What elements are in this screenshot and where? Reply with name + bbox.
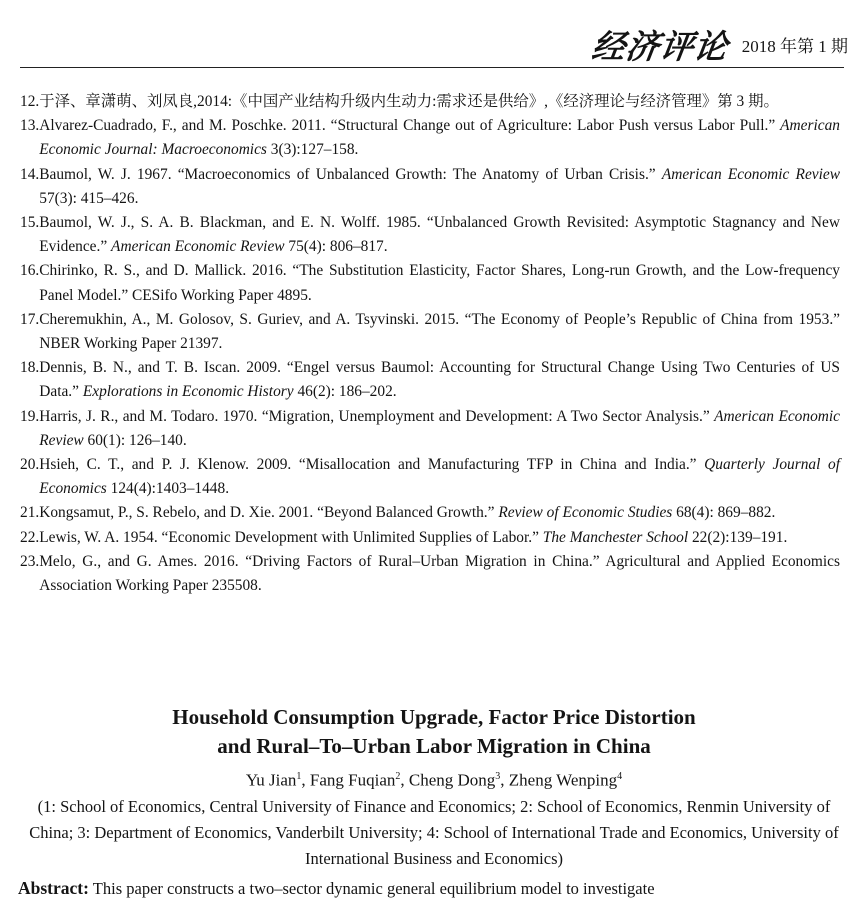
abstract — [18, 876, 840, 901]
reference-source-title: American Economic Review — [39, 407, 840, 449]
reference-text-segment: Lewis, W. A. 1954. “Economic Development with Unlimited Supplies of Labor.” — [39, 528, 543, 546]
reference-text-segment: Melo, G., and G. Ames. 2016. “Driving Factors of Rural–Urban Migration in China.” Agricultural and Applied Economics Association Working Paper 235508. — [39, 552, 840, 595]
reference-text-segment: 60(1): 126–140. — [83, 431, 187, 449]
reference-item — [20, 405, 840, 453]
reference-text-segment: 68(4): 869–882. — [672, 504, 776, 522]
reference-item — [20, 453, 840, 501]
reference-text — [39, 405, 840, 453]
reference-item — [20, 259, 840, 307]
issue-label: 2018 年第 1 期 — [741, 37, 848, 56]
affiliations: (1: School of Economics, Central University of Finance and Economics; 2: School of Economics, Renmin University of China; 3: Department of Economics, Vanderbilt University; 4: School of International Trade and Economics, University of International Business and Economics) — [29, 796, 839, 868]
reference-item — [20, 550, 840, 598]
reference-text — [39, 550, 840, 598]
reference-text-segment: 于泽、章潇萌、刘凤良,2014:《中国产业结构升级内生动力:需求还是供给》,《经济理论与经济管理》第 3 期。 — [39, 93, 779, 110]
reference-text-segment: Cheremukhin, A., M. Golosov, S. Guriev, and A. Tsyvinski. 2015. “The Economy of People’s Republic of China from 1953.” NBER Working Paper 21397. — [39, 310, 840, 353]
reference-number: 19. — [20, 407, 40, 425]
reference-text — [39, 90, 840, 114]
reference-text-segment: 3(3):127–158. — [266, 141, 359, 159]
reference-source-title: American Economic Review — [661, 165, 840, 183]
reference-text-segment: 57(3): 415–426. — [39, 189, 139, 207]
reference-text-segment: Hsieh, C. T., and P. J. Klenow. 2009. “Misallocation and Manufacturing TFP in China and India.” — [39, 456, 705, 474]
reference-text — [39, 259, 840, 307]
paper-title-line-1: Household Consumption Upgrade, Factor Price Distortion — [172, 705, 696, 729]
reference-text — [39, 211, 840, 259]
reference-text-segment: 124(4):1403–1448. — [106, 480, 230, 498]
header-rule — [20, 67, 844, 68]
reference-text — [39, 163, 840, 211]
author-name: Cheng Dong — [408, 770, 496, 790]
author-name: Fang Fuqian — [309, 770, 396, 790]
reference-text-segment: 22(2):139–191. — [688, 528, 788, 546]
reference-number: 14. — [20, 165, 40, 183]
reference-text — [39, 453, 840, 501]
paper-title-block — [0, 703, 868, 872]
journal-logo: 经济评论 — [589, 27, 731, 66]
reference-item — [20, 211, 840, 259]
reference-item — [20, 114, 840, 162]
reference-text-segment: Kongsamut, P., S. Rebelo, and D. Xie. 2001. “Beyond Balanced Growth.” — [39, 504, 499, 522]
author-separator: , — [500, 770, 509, 790]
reference-text — [39, 501, 840, 525]
abstract-text: This paper constructs a two–sector dynamic general equilibrium model to investigate — [88, 879, 655, 898]
reference-text — [39, 308, 840, 356]
reference-number: 13. — [20, 117, 40, 135]
reference-text-segment: 75(4): 806–817. — [284, 238, 388, 256]
page-header — [0, 14, 848, 66]
author-separator: , — [301, 770, 310, 790]
reference-number: 23. — [20, 552, 40, 570]
reference-text-segment: Dennis, B. N., and T. B. Iscan. 2009. “Engel versus Baumol: Accounting for Structural Change Using Two Centuries of US Data.” — [39, 359, 840, 401]
reference-text-segment: Alvarez-Cuadrado, F., and M. Poschke. 2011. “Structural Change out of Agriculture: Labor Push versus Labor Pull.” — [39, 117, 781, 135]
author-name: Zheng Wenping — [508, 770, 618, 790]
reference-number: 17. — [20, 310, 40, 328]
reference-item — [20, 163, 840, 211]
reference-number: 20. — [20, 456, 40, 474]
reference-item — [20, 308, 840, 356]
reference-number: 21. — [20, 504, 40, 522]
reference-text — [39, 114, 840, 162]
author-separator: , — [400, 770, 409, 790]
reference-number: 22. — [20, 528, 40, 546]
reference-list — [20, 90, 840, 598]
reference-source-title: Review of Economic Studies — [498, 504, 673, 522]
reference-source-title: The Manchester School — [542, 528, 689, 546]
reference-source-title: Explorations in Economic History — [82, 383, 294, 401]
reference-number: 16. — [20, 262, 40, 280]
paper-title-line-2: and Rural–To–Urban Labor Migration in China — [217, 734, 651, 758]
abstract-label: Abstract: — [18, 878, 89, 898]
reference-text-segment: Harris, J. R., and M. Todaro. 1970. “Migration, Unemployment and Development: A Two Sector Analysis.” — [39, 407, 715, 425]
reference-text — [39, 356, 840, 404]
reference-text — [39, 526, 840, 550]
author-list — [0, 764, 868, 793]
reference-source-title: American Economic Review — [111, 238, 285, 256]
reference-source-title: Quarterly Journal of Economics — [39, 456, 840, 498]
author-name: Yu Jian — [245, 770, 297, 790]
reference-text-segment: Baumol, W. J., S. A. B. Blackman, and E. N. Wolff. 1985. “Unbalanced Growth Revisited: Asymptotic Stagnancy and New Evidence.” — [39, 214, 840, 256]
reference-number: 18. — [20, 359, 40, 377]
author-affiliation-mark: 1 — [296, 771, 302, 782]
reference-source-title: American Economic Journal: Macroeconomics — [39, 117, 840, 159]
reference-text-segment: Chirinko, R. S., and D. Mallick. 2016. “The Substitution Elasticity, Factor Shares, Long-run Growth, and the Low-frequency Panel Model.” CESifo Working Paper 4895. — [39, 262, 840, 304]
reference-item — [20, 90, 840, 114]
reference-item — [20, 501, 840, 525]
reference-text-segment: 46(2): 186–202. — [293, 383, 397, 401]
reference-text-segment: Baumol, W. J. 1967. “Macroeconomics of Unbalanced Growth: The Anatomy of Urban Crisis.” — [39, 165, 662, 183]
reference-number: 15. — [20, 214, 40, 232]
author-affiliation-mark: 4 — [617, 771, 623, 782]
author-affiliation-mark: 2 — [395, 771, 401, 782]
author-affiliation-mark: 3 — [495, 771, 501, 782]
reference-item — [20, 526, 840, 550]
reference-number: 12. — [20, 93, 40, 110]
reference-item — [20, 356, 840, 404]
